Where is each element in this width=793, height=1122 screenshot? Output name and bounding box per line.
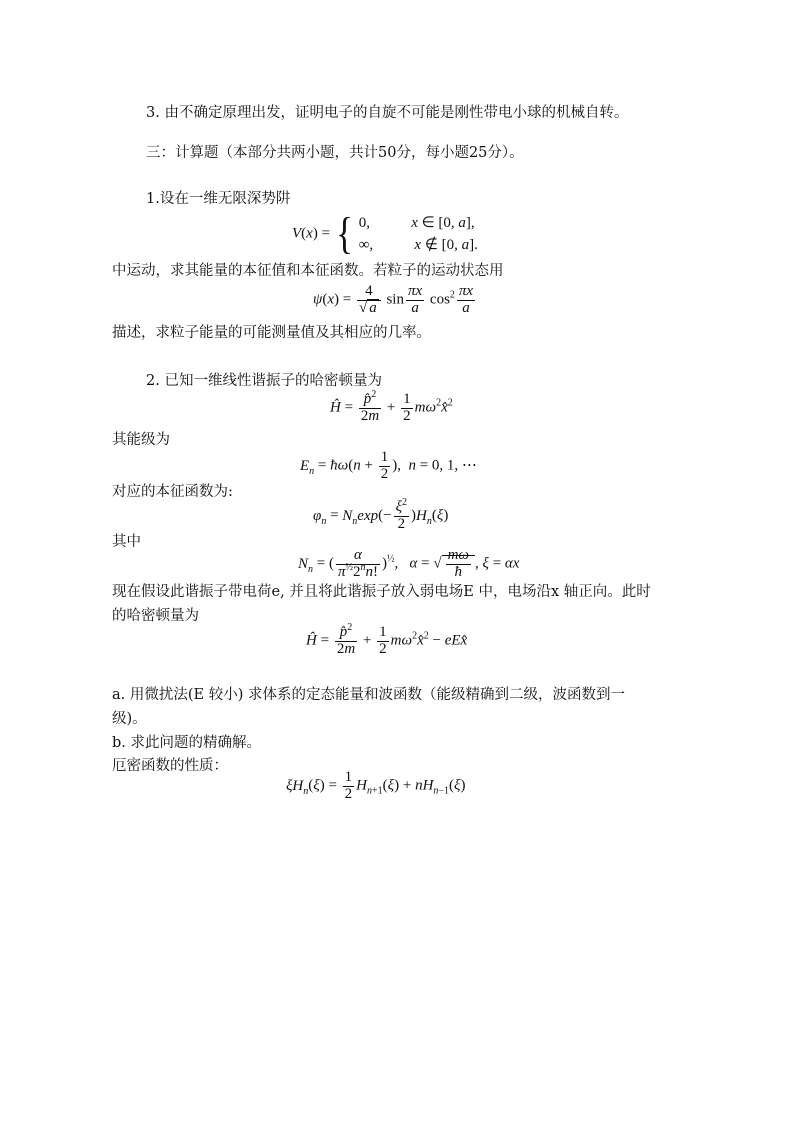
problem-1-after-potential: 中运动，求其能量的本征值和本征函数。若粒子的运动状态用: [112, 263, 504, 279]
part-a-line-2: 级)。: [112, 711, 147, 727]
question-3-text: 3. 由不确定原理出发，证明电子的自旋不可能是刚性带电小球的机械自转。: [146, 105, 629, 121]
where-label: 其中: [112, 534, 141, 550]
energy-label: 其能级为: [112, 432, 170, 448]
energy-equation: $E_n$ = ħω(n + $\frac{1}{2}$ ), n = 0, 1, ⋯: [300, 449, 477, 482]
eigen-label: 对应的本征函数为:: [112, 484, 233, 500]
problem-2-intro: 2. 已知一维线性谐振子的哈密顿量为: [146, 373, 382, 389]
normalization-equation: $N_n$ = ( $\frac{\alpha}{\pi^{\frac{1}{2}}2^nn!}$ )$^{\frac{1}{2}}$, α = √ $\frac{m\omega}{ħ}$ , ξ = αx: [298, 547, 520, 580]
problem-1-after-psi: 描述，求粒子能量的可能测量值及其相应的几率。: [112, 325, 431, 341]
perturbed-hamiltonian-equation: Ĥ = $\frac{p̂^2}{2m}$ + $\frac{1}{2}$ $m\omega^2x̂^2$ − eEx̂: [306, 622, 468, 657]
section-header: 三：计算题（本部分共两小题，共计50分，每小题25分）。: [146, 145, 524, 161]
psi-equation: ψ(x) = $\frac{4}{√ a}$ sin $\frac{\pi x}{a}$ $\cos^2$ $\frac{\pi x}{a}$: [313, 283, 474, 316]
field-description-line-2: 的哈密顿量为: [112, 608, 199, 624]
hermite-recurrence-equation: $\xi H_n(\xi)$ = $\frac{1}{2}$ $H_{n+1}(\xi) + nH_{n-1}(\xi)$: [286, 769, 466, 802]
part-b: b. 求此问题的精确解。: [112, 735, 261, 751]
potential-equation: V(x) = { 0, x ∈ [0, a], ∞, x ∉ [0, a].: [292, 209, 478, 258]
problem-1-intro: 1.设在一维无限深势阱: [146, 191, 291, 207]
eigenfunction-equation: $\varphi_n = N_n\exp(-$ $\frac{\xi^2}{2}$ )$H_n(\xi)$: [313, 497, 449, 532]
part-a-line-1: a. 用微扰法(E 较小) 求体系的定态能量和波函数（能级精确到二级，波函数到一: [112, 687, 625, 703]
field-description-line-1: 现在假设此谐振子带电荷e, 并且将此谐振子放入弱电场E 中，电场沿x 轴正向。此时: [112, 584, 651, 600]
hamiltonian-equation: Ĥ = $\frac{p̂^2}{2m}$ + $\frac{1}{2}$ $m\omega^2x̂^2$: [330, 389, 453, 424]
hermite-label: 厄密函数的性质：: [112, 758, 228, 774]
